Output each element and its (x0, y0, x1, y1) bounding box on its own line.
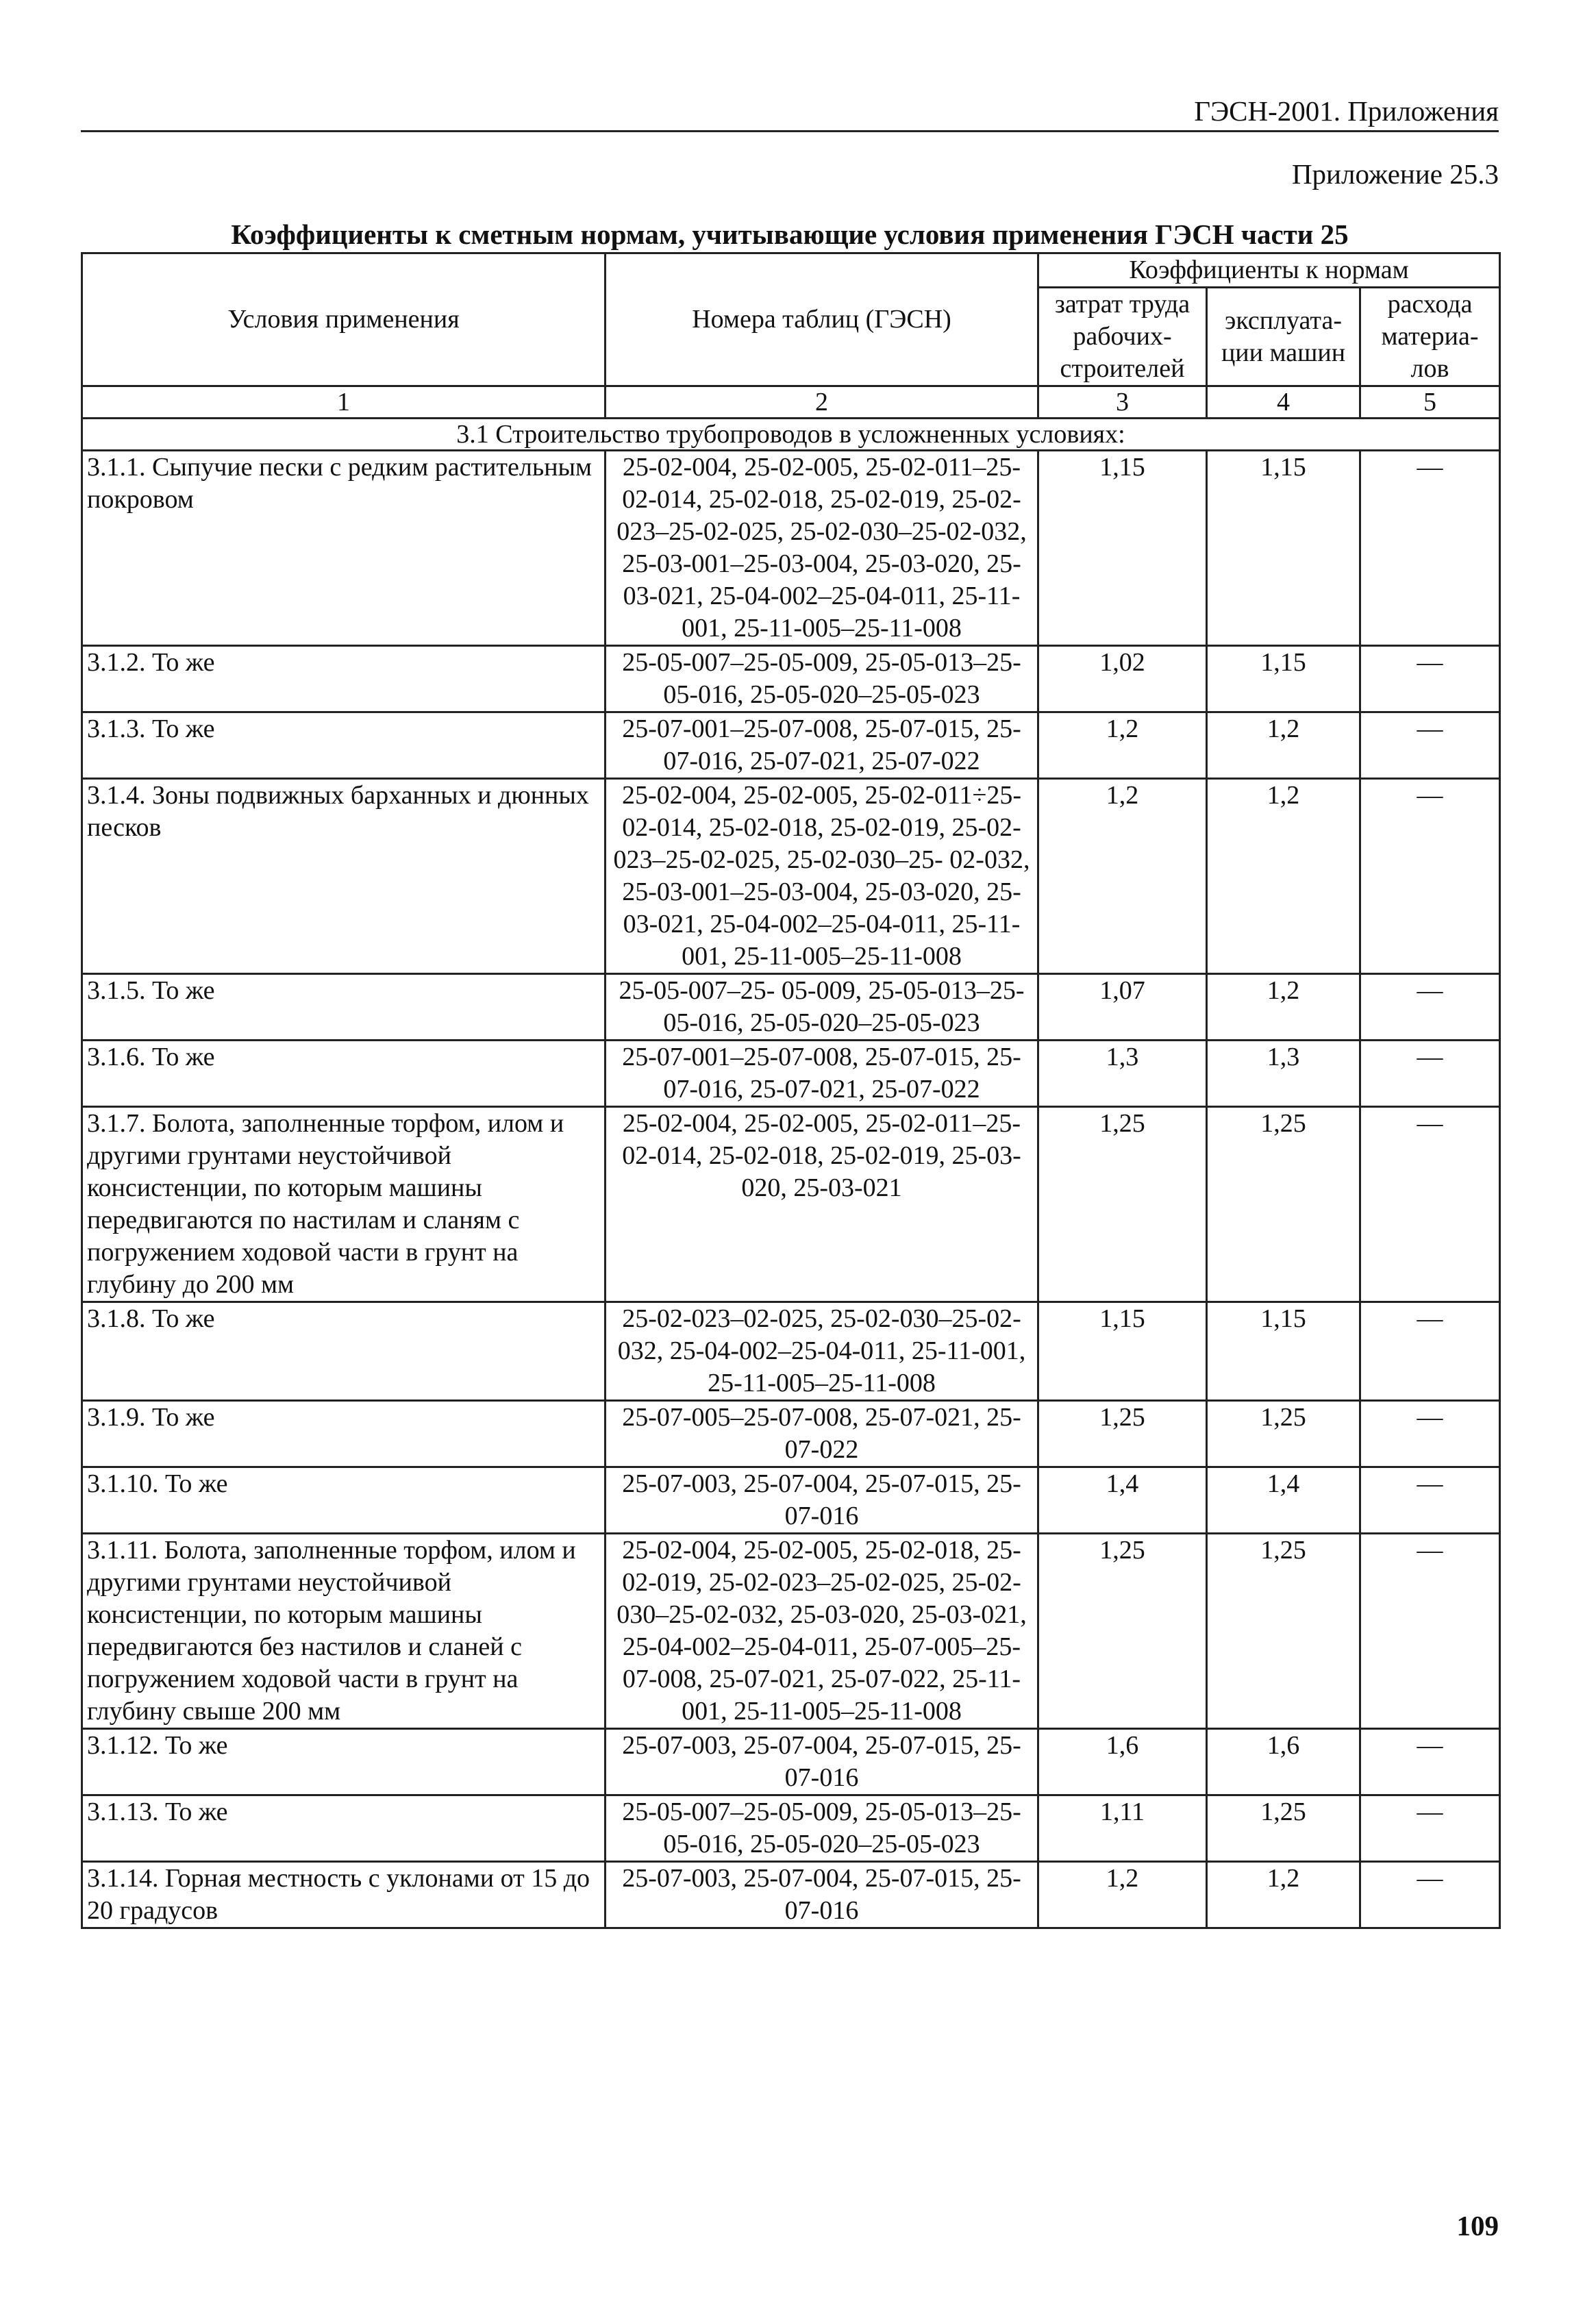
table-row (82, 712, 1500, 779)
tables-cell: 25-05-007–25- 05-009, 25-05-013–25-05-016, 25-05-020–25-05-023 (606, 974, 1038, 1041)
labor-coef-cell: 1,3 (1038, 1041, 1207, 1107)
condition-cell: 3.1.11. Болота, заполненные торфом, илом и другими грунтами неустойчивой консистенции, по которым машины передвигаются без настилов и сланей с погружением ходовой части в грунт на глубину свыше 200 мм (82, 1534, 606, 1729)
materials-coef-cell: — (1360, 1862, 1500, 1928)
condition-cell: 3.1.2. То же (82, 646, 606, 712)
table-row (82, 1302, 1500, 1401)
running-head: ГЭСН-2001. Приложения (81, 95, 1499, 132)
condition-cell: 3.1.6. То же (82, 1041, 606, 1107)
materials-coef-cell: — (1360, 1041, 1500, 1107)
tables-cell: 25-07-003, 25-07-004, 25-07-015, 25-07-016 (606, 1862, 1038, 1928)
labor-coef-cell: 1,25 (1038, 1401, 1207, 1467)
machines-coef-cell: 1,2 (1207, 1862, 1360, 1928)
header-conditions: Условия применения (82, 253, 606, 386)
materials-coef-cell: — (1360, 712, 1500, 779)
labor-coef-cell: 1,02 (1038, 646, 1207, 712)
condition-cell: 3.1.7. Болота, заполненные торфом, илом и другими грунтами неустойчивой консистенции, по которым машины передвигаются по настилам и сланям с погружением ходовой части в грунт на глубину до 200 мм (82, 1107, 606, 1302)
labor-coef-cell: 1,6 (1038, 1729, 1207, 1795)
materials-coef-cell: — (1360, 1302, 1500, 1401)
column-number-row (82, 386, 1500, 419)
machines-coef-cell: 1,25 (1207, 1795, 1360, 1862)
machines-coef-cell: 1,15 (1207, 646, 1360, 712)
column-number: 2 (606, 386, 1038, 419)
machines-coef-cell: 1,25 (1207, 1401, 1360, 1467)
section-row (82, 419, 1500, 451)
condition-cell: 3.1.5. То же (82, 974, 606, 1041)
machines-coef-cell: 1,2 (1207, 712, 1360, 779)
table-row (82, 1729, 1500, 1795)
table-row (82, 1041, 1500, 1107)
column-number: 3 (1038, 386, 1207, 419)
labor-coef-cell: 1,4 (1038, 1467, 1207, 1534)
column-number: 4 (1207, 386, 1360, 419)
labor-coef-cell: 1,2 (1038, 712, 1207, 779)
table-row (82, 1795, 1500, 1862)
machines-coef-cell: 1,2 (1207, 779, 1360, 974)
machines-coef-cell: 1,25 (1207, 1534, 1360, 1729)
materials-coef-cell: — (1360, 1795, 1500, 1862)
tables-cell: 25-05-007–25-05-009, 25-05-013–25-05-016, 25-05-020–25-05-023 (606, 646, 1038, 712)
table-row (82, 1401, 1500, 1467)
table-row (82, 646, 1500, 712)
table-row (82, 779, 1500, 974)
materials-coef-cell: — (1360, 1467, 1500, 1534)
condition-cell: 3.1.3. То же (82, 712, 606, 779)
materials-coef-cell: — (1360, 779, 1500, 974)
tables-cell: 25-02-004, 25-02-005, 25-02-018, 25-02-019, 25-02-023–25-02-025, 25-02-030–25-02-032, 25-03-020, 25-03-021, 25-04-002–25-04-011, 25-07-005–25-07-008, 25-07-021, 25-07-022, 25-11-001, 25-11-005–25-11-008 (606, 1534, 1038, 1729)
materials-coef-cell: — (1360, 1401, 1500, 1467)
labor-coef-cell: 1,25 (1038, 1534, 1207, 1729)
materials-coef-cell: — (1360, 1729, 1500, 1795)
condition-cell: 3.1.14. Горная местность с уклонами от 15 до 20 градусов (82, 1862, 606, 1928)
tables-cell: 25-02-023–02-025, 25-02-030–25-02-032, 25-04-002–25-04-011, 25-11-001, 25-11-005–25-11-008 (606, 1302, 1038, 1401)
tables-cell: 25-02-004, 25-02-005, 25-02-011–25-02-014, 25-02-018, 25-02-019, 25-03-020, 25-03-021 (606, 1107, 1038, 1302)
tables-cell: 25-07-003, 25-07-004, 25-07-015, 25-07-016 (606, 1729, 1038, 1795)
machines-coef-cell: 1,15 (1207, 1302, 1360, 1401)
machines-coef-cell: 1,4 (1207, 1467, 1360, 1534)
tables-cell: 25-07-005–25-07-008, 25-07-021, 25-07-022 (606, 1401, 1038, 1467)
materials-coef-cell: — (1360, 1107, 1500, 1302)
table-row (82, 974, 1500, 1041)
materials-coef-cell: — (1360, 646, 1500, 712)
labor-coef-cell: 1,2 (1038, 779, 1207, 974)
column-number: 1 (82, 386, 606, 419)
table-row (82, 1467, 1500, 1534)
header-machines: эксплуата-ции машин (1207, 288, 1360, 386)
header-materials: расхода материа-лов (1360, 288, 1500, 386)
coefficients-table (81, 252, 1501, 1929)
machines-coef-cell: 1,3 (1207, 1041, 1360, 1107)
machines-coef-cell: 1,2 (1207, 974, 1360, 1041)
materials-coef-cell: — (1360, 1534, 1500, 1729)
tables-cell: 25-07-003, 25-07-004, 25-07-015, 25-07-016 (606, 1467, 1038, 1534)
tables-cell: 25-05-007–25-05-009, 25-05-013–25-05-016, 25-05-020–25-05-023 (606, 1795, 1038, 1862)
header-labor: затрат труда рабочих-строителей (1038, 288, 1207, 386)
condition-cell: 3.1.9. То же (82, 1401, 606, 1467)
condition-cell: 3.1.12. То же (82, 1729, 606, 1795)
labor-coef-cell: 1,2 (1038, 1862, 1207, 1928)
tables-cell: 25-02-004, 25-02-005, 25-02-011÷25- 02-014, 25-02-018, 25-02-019, 25-02-023–25-02-025, 25-02-030–25- 02-032, 25-03-001–25-03-004, 25-03-020, 25-03-021, 25-04-002–25-04-011, 25-11-001, 25-11-005–25-11-008 (606, 779, 1038, 974)
column-number: 5 (1360, 386, 1500, 419)
table-title: Коэффициенты к сметным нормам, учитывающие условия применения ГЭСН части 25 (231, 219, 1349, 250)
tables-cell: 25-02-004, 25-02-005, 25-02-011–25-02-014, 25-02-018, 25-02-019, 25-02-023–25-02-025, 25-02-030–25-02-032, 25-03-001–25-03-004, 25-03-020, 25-03-021, 25-04-002–25-04-011, 25-11-001, 25-11-005–25-11-008 (606, 451, 1038, 646)
condition-cell: 3.1.1. Сыпучие пески с редким растительным покровом (82, 451, 606, 646)
labor-coef-cell: 1,15 (1038, 451, 1207, 646)
materials-coef-cell: — (1360, 451, 1500, 646)
header-row-1 (82, 253, 1500, 288)
materials-coef-cell: — (1360, 974, 1500, 1041)
table-row (82, 451, 1500, 646)
section-title: 3.1 Строительство трубопроводов в усложненных условиях: (82, 419, 1500, 451)
table-row (82, 1107, 1500, 1302)
labor-coef-cell: 1,11 (1038, 1795, 1207, 1862)
labor-coef-cell: 1,15 (1038, 1302, 1207, 1401)
header-tables: Номера таблиц (ГЭСН) (606, 253, 1038, 386)
machines-coef-cell: 1,25 (1207, 1107, 1360, 1302)
condition-cell: 3.1.13. То же (82, 1795, 606, 1862)
machines-coef-cell: 1,15 (1207, 451, 1360, 646)
tables-cell: 25-07-001–25-07-008, 25-07-015, 25-07-016, 25-07-021, 25-07-022 (606, 1041, 1038, 1107)
appendix-label: Приложение 25.3 (1291, 158, 1499, 190)
condition-cell: 3.1.10. То же (82, 1467, 606, 1534)
condition-cell: 3.1.4. Зоны подвижных барханных и дюнных песков (82, 779, 606, 974)
labor-coef-cell: 1,25 (1038, 1107, 1207, 1302)
tables-cell: 25-07-001–25-07-008, 25-07-015, 25-07-016, 25-07-021, 25-07-022 (606, 712, 1038, 779)
labor-coef-cell: 1,07 (1038, 974, 1207, 1041)
page-number: 109 (1456, 2210, 1499, 2241)
table-row (82, 1862, 1500, 1928)
machines-coef-cell: 1,6 (1207, 1729, 1360, 1795)
header-coef-group: Коэффициенты к нормам (1038, 253, 1500, 288)
table-row (82, 1534, 1500, 1729)
condition-cell: 3.1.8. То же (82, 1302, 606, 1401)
